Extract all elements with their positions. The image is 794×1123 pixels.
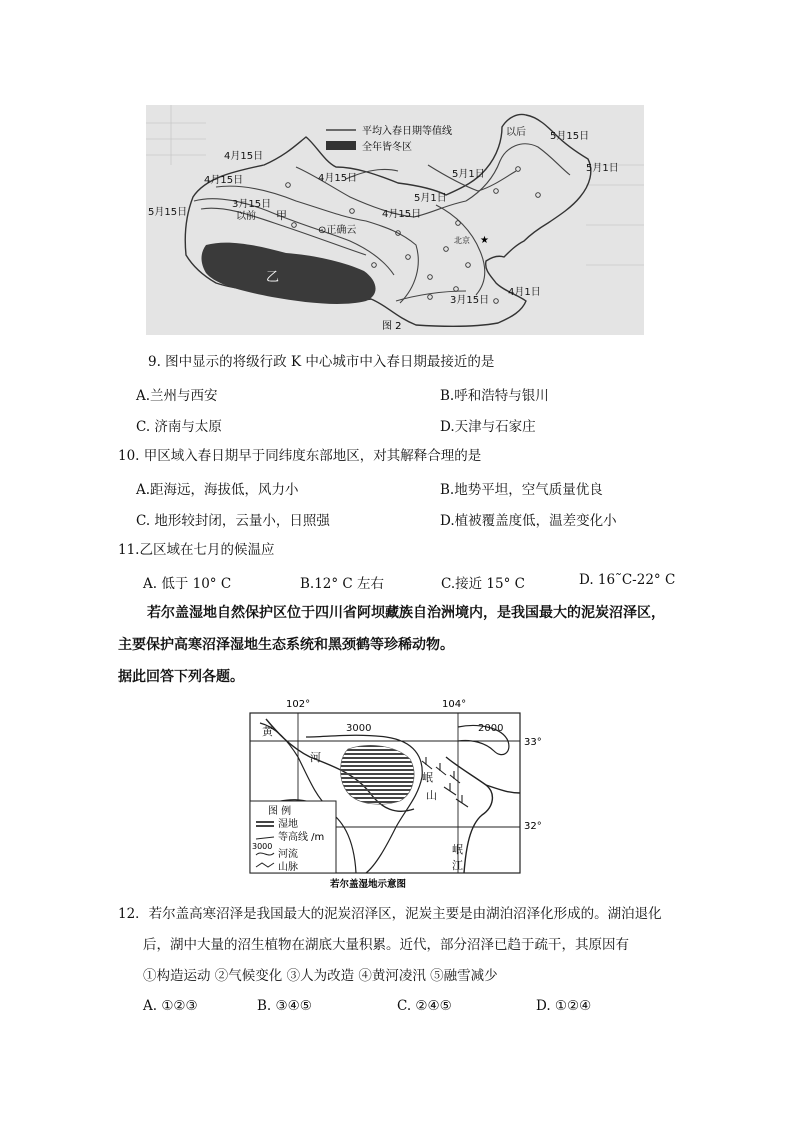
label-mar15-before: 3月15日: [232, 199, 272, 210]
q9-option-c: C. 济南与太原: [136, 419, 222, 435]
label-yi: 乙: [266, 270, 280, 285]
zoige-wetland-map-svg: [246, 697, 546, 892]
lat-32-label: 32°: [524, 821, 542, 832]
label-apr15-a: 4月15日: [224, 151, 264, 162]
label-jiang: 江: [452, 859, 463, 872]
legend-contour: 等高线 /m: [278, 832, 325, 843]
map1-caption: 图 2: [382, 321, 402, 332]
intro-line-2: 主要保护高寒沼泽湿地生态系统和黑颈鹤等珍稀动物。: [118, 637, 454, 653]
q12-option-c: C. ②④⑤: [397, 998, 452, 1014]
q12-option-a: A. ①②③: [143, 998, 198, 1014]
label-apr15-c: 4月15日: [318, 173, 358, 184]
label-3000: 3000: [346, 723, 372, 734]
legend-area-label: 全年皆冬区: [362, 142, 412, 153]
q12-line-3: ①构造运动 ②气候变化 ③人为改造 ④黄河凌汛 ⑤融雪减少: [143, 968, 498, 984]
q11-option-d: D. 16˜C-22° C: [579, 572, 676, 588]
spring-onset-map-svg: [146, 105, 644, 335]
label-beijing: 北京: [454, 236, 470, 245]
q11-option-c: C.接近 15° C: [441, 576, 525, 592]
q9-option-d: D.天津与石家庄: [440, 419, 536, 435]
q10-option-d: D.植被覆盖度低，温差变化小: [440, 513, 617, 529]
beijing-star: ★: [480, 235, 489, 246]
label-2000: 2000: [478, 723, 504, 734]
label-jia: 甲: [276, 209, 287, 222]
q12-option-b: B. ③④⑤: [257, 998, 312, 1014]
q9-option-a: A.兰州与西安: [136, 388, 218, 404]
legend-contour-value: 3000: [252, 842, 273, 851]
legend-title: 图 例: [268, 806, 292, 817]
label-apr15-d: 4月15日: [382, 209, 422, 220]
label-min-1: 岷: [422, 771, 433, 784]
label-apr1: 4月1日: [508, 287, 541, 298]
q12-line-1: 12．若尔盖高寒沼泽是我国最大的泥炭沼泽区，泥炭主要是由湖泊沼泽化形成的。湖泊退化: [118, 906, 662, 922]
label-may15-left: 5月15日: [148, 207, 188, 218]
label-may1-c: 5月1日: [414, 193, 447, 204]
label-apr15-b: 4月15日: [204, 175, 244, 186]
legend-mountain: 山脉: [278, 862, 298, 873]
intro-line-3: 据此回答下列各题。: [118, 669, 244, 685]
q10-stem: 10. 甲区域入春日期早于同纬度东部地区，对其解释合理的是: [118, 448, 482, 464]
q11-option-a: A. 低于 10° C: [143, 576, 232, 592]
zoige-wetland-map: [246, 697, 546, 892]
map2-caption: 若尔盖湿地示意图: [330, 879, 407, 890]
label-may1-a: 5月1日: [452, 169, 485, 180]
label-may1-b: 5月1日: [586, 163, 619, 174]
q10-option-a: A.距海远，海拔低，风力小: [136, 482, 299, 498]
q9-stem: 9. 图中显示的将级行政 K 中心城市中入春日期最接近的是: [148, 354, 495, 370]
legend-line-label: 平均入春日期等值线: [362, 126, 452, 137]
isoline-5: [436, 205, 485, 295]
label-zhengyun: ⊙正确云: [318, 225, 357, 236]
spring-onset-map: [146, 105, 644, 335]
q11-option-b: B.12° C 左右: [300, 576, 385, 592]
label-before: 以前: [236, 211, 256, 222]
label-after: 以后: [506, 127, 526, 138]
intro-line-1: 若尔盖湿地自然保护区位于四川省阿坝藏族自治洲境内，是我国最大的泥炭沼泽区，: [147, 605, 665, 621]
label-may15-right: 5月15日: [550, 131, 590, 142]
wetland-area: [341, 745, 415, 804]
label-min-2: 岷: [452, 843, 463, 856]
q11-stem: 11.乙区域在七月的候温应: [118, 542, 275, 558]
lon-104-label: 104°: [442, 699, 467, 710]
legend-river: 河流: [278, 849, 298, 860]
all-winter-region: [202, 243, 376, 304]
label-huang: 黄: [262, 725, 273, 738]
q12-line-2: 后，湖中大量的沼生植物在湖底大量积累。近代，部分沼泽已趋于疏干，其原因有: [143, 937, 629, 953]
q10-option-b: B.地势平坦，空气质量优良: [440, 482, 603, 498]
lon-102-label: 102°: [286, 699, 311, 710]
q12-option-d: D. ①②④: [536, 998, 592, 1014]
legend-wetland: 湿地: [278, 819, 298, 830]
q9-option-b: B.呼和浩特与银川: [440, 388, 549, 404]
label-shan: 山: [426, 789, 437, 802]
q10-option-c: C. 地形较封闭，云量小，日照强: [136, 513, 330, 529]
lat-33-label: 33°: [524, 737, 542, 748]
label-mar15: 3月15日: [450, 295, 490, 306]
label-he: 河: [310, 751, 321, 764]
